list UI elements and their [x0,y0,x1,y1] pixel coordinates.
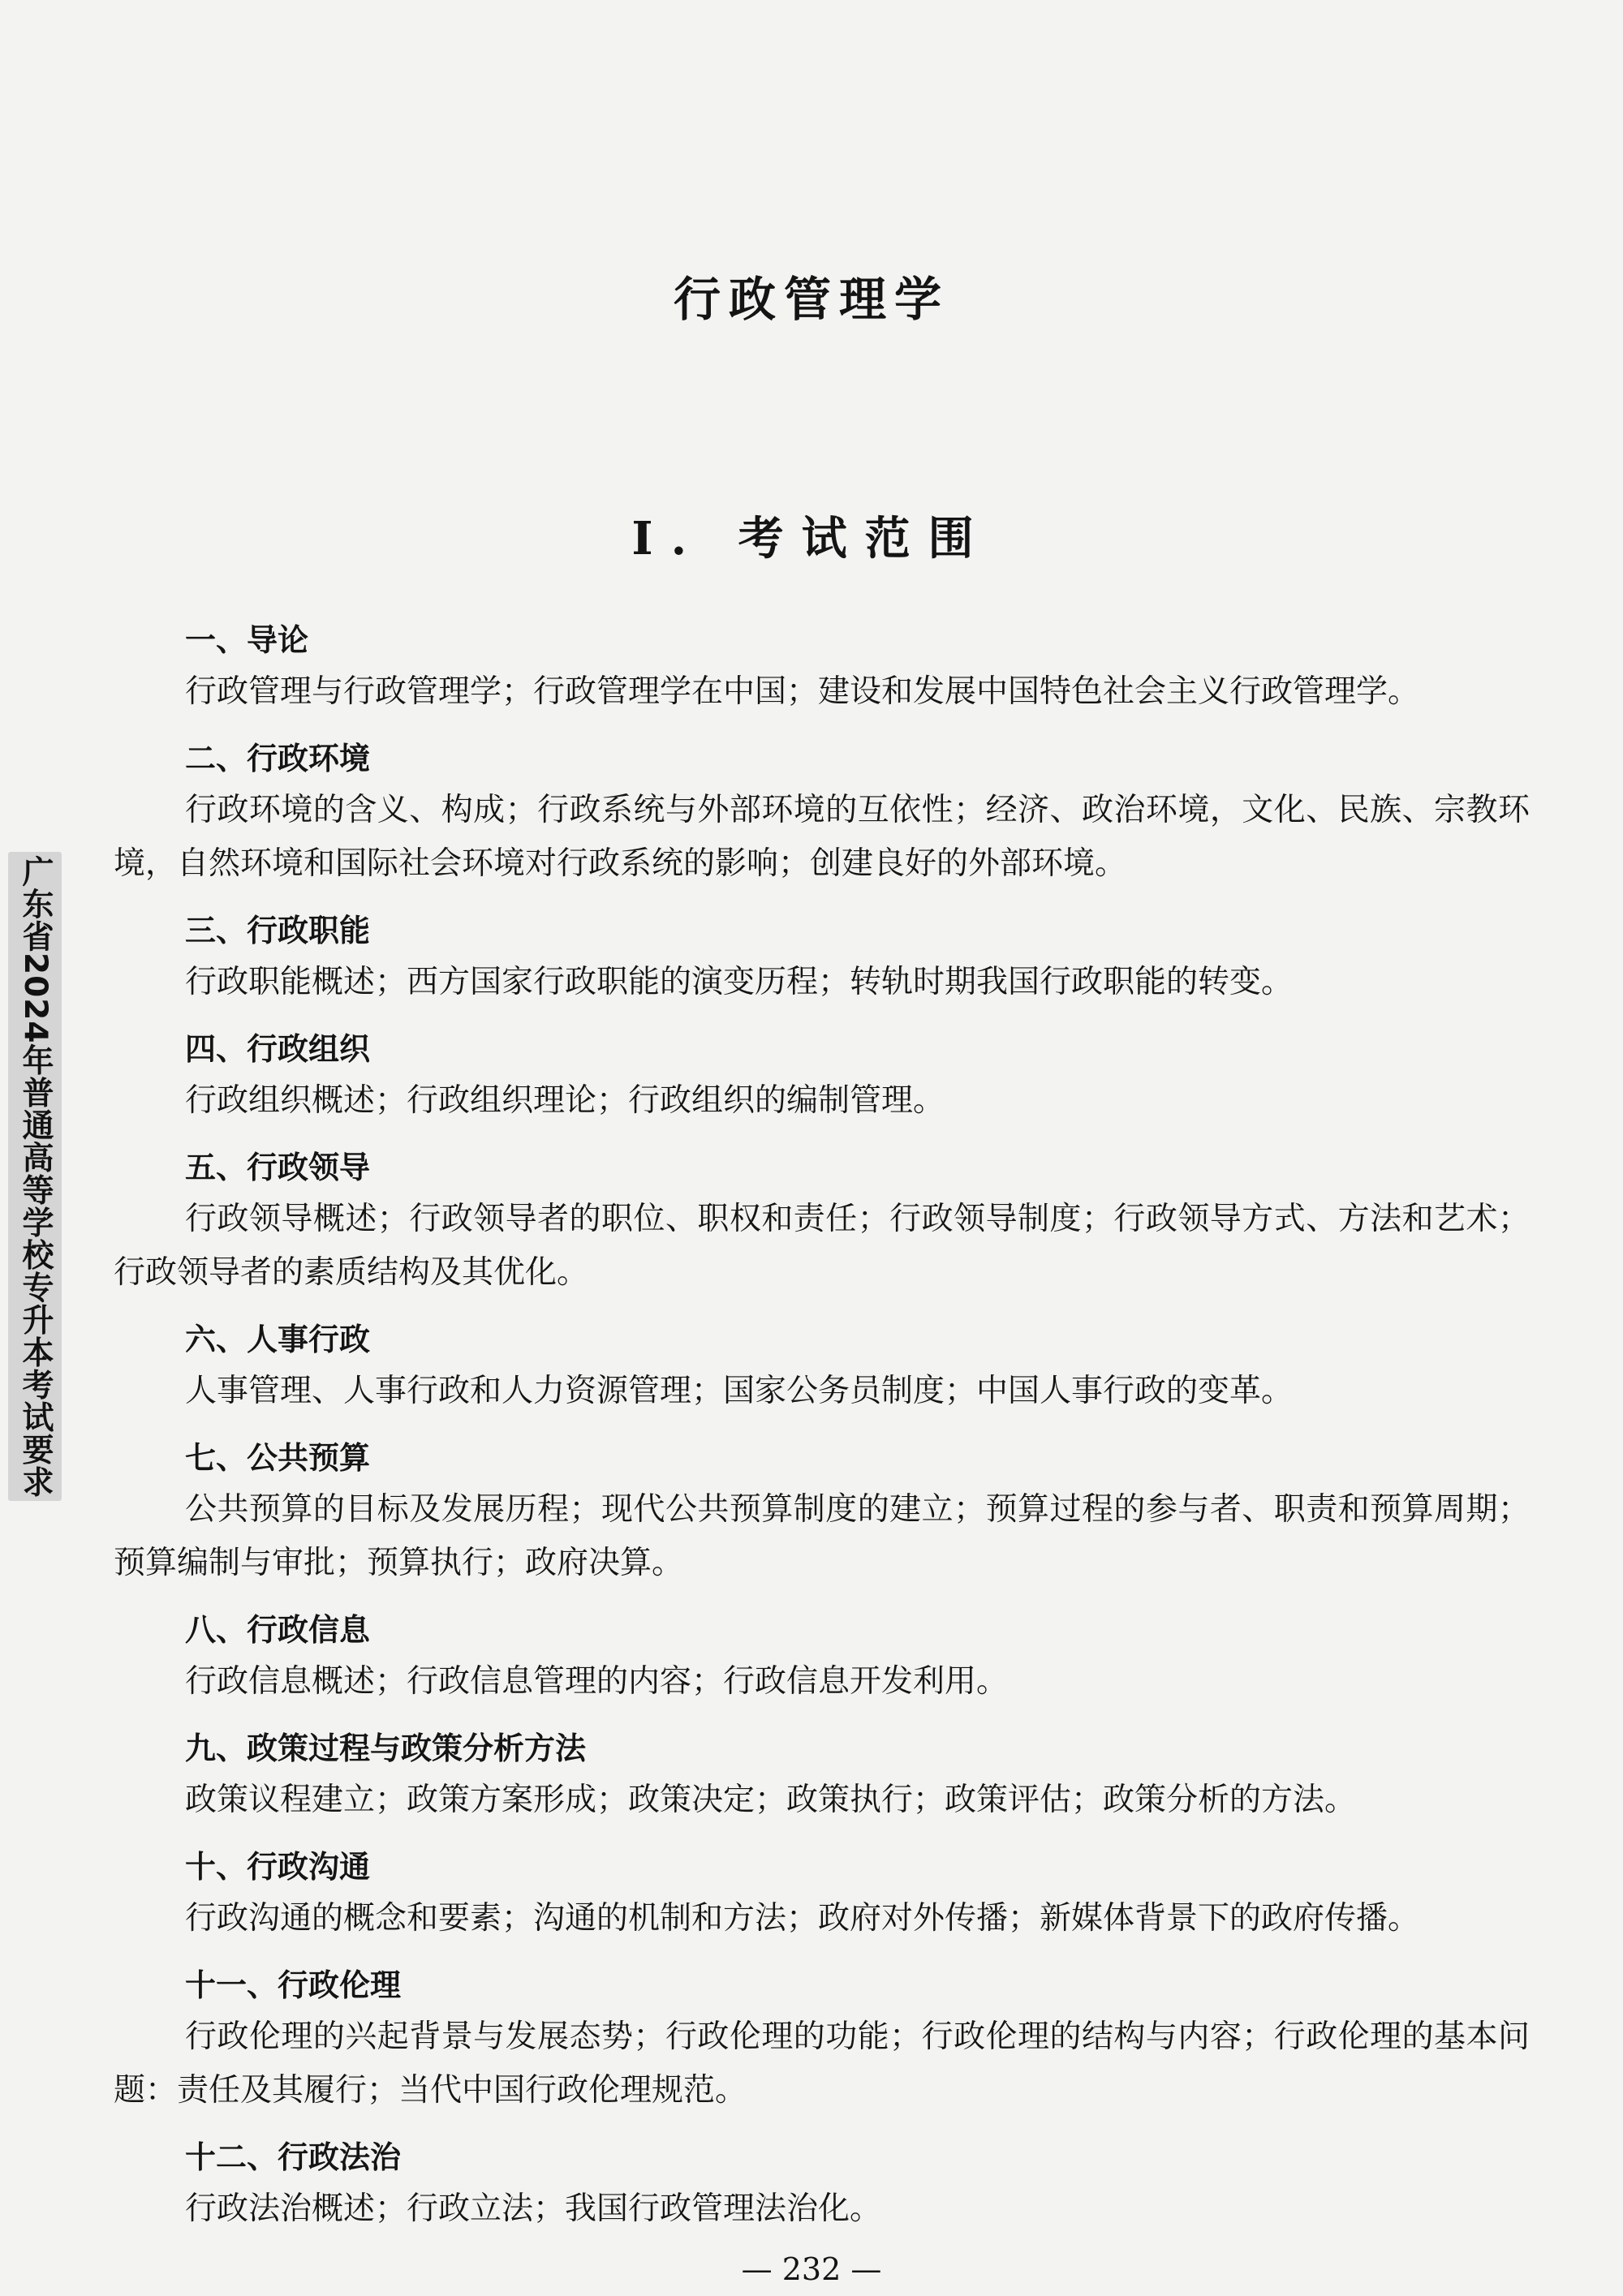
topic-heading: 十、行政沟通 [185,1849,371,1885]
topic-heading: 十一、行政伦理 [185,1967,402,2003]
topic-body: 行政法治概述；行政立法；我国行政管理法治化。 [185,2191,882,2227]
topic-body: 政策议程建立；政策方案形成；政策决定；政策执行；政策评估；政策分析的方法。 [185,1782,1357,1818]
topic-heading: 三、行政职能 [185,913,371,948]
topic-body: 行政管理与行政管理学；行政管理学在中国；建设和发展中国特色社会主义行政管理学。 [185,673,1420,710]
topic-body: 行政环境的含义、构成；行政系统与外部环境的互依性；经济、政治环境，文化、民族、宗教环境，自然环境和国际社会环境对行政系统的影响；创建良好的外部环境。 [114,792,1530,882]
topic-8 [114,1605,1530,1709]
topic-5 [114,1142,1530,1300]
topic-heading: 一、导论 [185,622,309,658]
topic-6 [114,1314,1530,1418]
topic-heading: 八、行政信息 [185,1612,371,1648]
topic-10 [114,1842,1530,1946]
topic-body: 行政信息概述；行政信息管理的内容；行政信息开发利用。 [185,1663,1009,1700]
page-title: 行政管理学 [673,272,949,327]
topic-2 [114,733,1530,891]
topic-4 [114,1024,1530,1128]
topic-heading: 六、人事行政 [185,1322,371,1357]
topic-body: 人事管理、人事行政和人力资源管理；国家公务员制度；中国人事行政的变革。 [185,1373,1294,1409]
section-heading: I. 考试范围 [631,512,992,565]
topic-heading: 十二、行政法治 [185,2139,402,2175]
side-tab-label: 广东省2024年普通高等学校专升本考试要求 [17,854,54,1498]
topic-7 [114,1433,1530,1590]
topic-body: 行政职能概述；西方国家行政职能的演变历程；转轨时期我国行政职能的转变。 [185,964,1294,1000]
page-number: — 232 — [741,2251,882,2287]
topic-heading: 四、行政组织 [185,1031,371,1067]
topic-heading: 二、行政环境 [185,741,371,776]
topic-heading: 七、公共预算 [185,1440,371,1476]
topic-11 [114,1960,1530,2118]
topic-list [114,615,1530,2251]
topic-body: 行政领导概述；行政领导者的职位、职权和责任；行政领导制度；行政领导方式、方法和艺术；行政领导者的素质结构及其优化。 [114,1201,1530,1291]
topic-12 [114,2132,1530,2236]
topic-body: 行政伦理的兴起背景与发展态势；行政伦理的功能；行政伦理的结构与内容；行政伦理的基本问题：责任及其履行；当代中国行政伦理规范。 [114,2019,1530,2109]
topic-3 [114,905,1530,1009]
side-tab [8,852,62,1501]
topic-body: 行政组织概述；行政组织理论；行政组织的编制管理。 [185,1082,945,1119]
topic-1 [114,615,1530,719]
topic-body: 行政沟通的概念和要素；沟通的机制和方法；政府对外传播；新媒体背景下的政府传播。 [185,1900,1420,1937]
topic-heading: 九、政策过程与政策分析方法 [185,1731,587,1766]
topic-heading: 五、行政领导 [185,1150,371,1185]
topic-9 [114,1723,1530,1827]
topic-body: 公共预算的目标及发展历程；现代公共预算制度的建立；预算过程的参与者、职责和预算周期；预算编制与审批；预算执行；政府决算。 [114,1491,1530,1581]
